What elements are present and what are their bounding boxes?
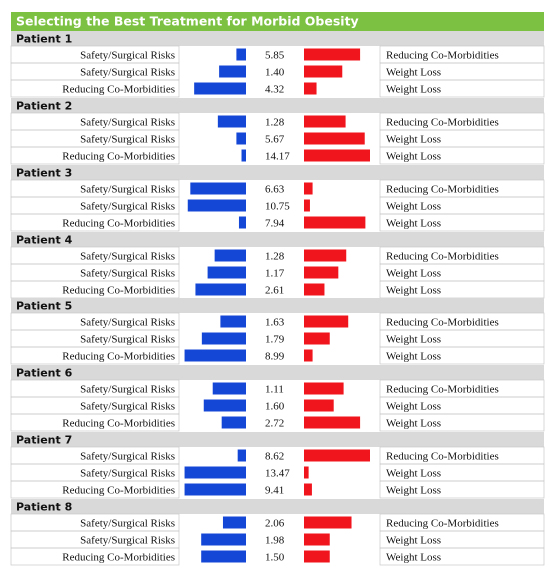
right-criterion-label: Weight Loss [386, 484, 442, 497]
patient-header [11, 232, 544, 247]
patient-label: Patient 4 [16, 233, 73, 247]
right-criterion-label: Weight Loss [386, 133, 442, 146]
left-criterion-label: Safety/Surgical Risks [80, 66, 175, 79]
right-criterion-label: Weight Loss [386, 333, 442, 346]
left-bar [236, 133, 246, 145]
left-bar [194, 83, 246, 95]
right-bar [304, 350, 313, 362]
left-bar [239, 217, 246, 229]
right-bar [304, 534, 330, 546]
ratio-value: 1.79 [265, 333, 285, 346]
left-criterion-label: Safety/Surgical Risks [80, 200, 175, 213]
patient-label: Patient 1 [16, 32, 73, 46]
ratio-value: 5.67 [265, 133, 285, 146]
right-criterion-label: Reducing Co-Morbidities [386, 183, 499, 196]
left-criterion-label: Reducing Co-Morbidities [62, 284, 175, 297]
left-criterion-label: Safety/Surgical Risks [80, 116, 175, 129]
left-bar [188, 200, 246, 212]
right-bar [304, 450, 370, 462]
right-bar [304, 200, 310, 212]
left-criterion-label: Reducing Co-Morbidities [62, 83, 175, 96]
right-bar [304, 316, 348, 328]
patient-label: Patient 7 [16, 433, 73, 447]
right-criterion-label: Reducing Co-Morbidities [386, 316, 499, 329]
left-bar [242, 150, 246, 162]
left-bar [185, 350, 246, 362]
right-bar [304, 484, 312, 496]
left-bar [201, 534, 246, 546]
patient-header [11, 98, 544, 113]
left-bar [208, 267, 246, 279]
right-criterion-label: Reducing Co-Morbidities [386, 250, 499, 263]
right-bar [304, 333, 330, 345]
chart-body [11, 31, 544, 565]
right-bar [304, 417, 360, 429]
right-criterion-label: Weight Loss [386, 267, 442, 280]
chart-title: Selecting the Best Treatment for Morbid Obesity [16, 13, 359, 29]
left-criterion-label: Reducing Co-Morbidities [62, 217, 175, 230]
left-criterion-label: Safety/Surgical Risks [80, 467, 175, 480]
right-criterion-label: Weight Loss [386, 284, 442, 297]
right-bar [304, 49, 360, 61]
right-criterion-label: Weight Loss [386, 467, 442, 480]
ratio-value: 1.17 [265, 267, 285, 280]
ratio-value: 7.94 [265, 217, 285, 230]
ratio-value: 1.28 [265, 116, 285, 129]
left-bar [236, 49, 246, 61]
right-bar [304, 467, 309, 479]
right-criterion-label: Weight Loss [386, 534, 442, 547]
left-bar [238, 450, 246, 462]
left-bar [218, 116, 246, 128]
right-bar [304, 400, 334, 412]
right-bar [304, 83, 317, 95]
ratio-value: 1.50 [265, 551, 285, 564]
right-criterion-label: Reducing Co-Morbidities [386, 383, 499, 396]
left-criterion-label: Reducing Co-Morbidities [62, 417, 175, 430]
left-bar [215, 250, 246, 262]
patient-header [11, 31, 544, 46]
left-criterion-label: Safety/Surgical Risks [80, 400, 175, 413]
left-bar [190, 183, 246, 195]
right-bar [304, 383, 344, 395]
left-criterion-label: Reducing Co-Morbidities [62, 551, 175, 564]
right-criterion-label: Weight Loss [386, 150, 442, 163]
patient-header [11, 499, 544, 514]
patient-header [11, 365, 544, 380]
ratio-value: 2.61 [265, 284, 285, 297]
patient-header [11, 298, 544, 313]
right-criterion-label: Weight Loss [386, 400, 442, 413]
ratio-value: 14.17 [265, 150, 290, 163]
patient-header [11, 432, 544, 447]
right-bar [304, 217, 365, 229]
right-bar [304, 284, 324, 296]
left-bar [222, 417, 246, 429]
left-bar [213, 383, 246, 395]
left-criterion-label: Safety/Surgical Risks [80, 383, 175, 396]
ratio-value: 8.99 [265, 350, 285, 363]
left-criterion-label: Safety/Surgical Risks [80, 267, 175, 280]
ratio-value: 1.63 [265, 316, 285, 329]
patient-label: Patient 3 [16, 166, 73, 180]
left-criterion-label: Safety/Surgical Risks [80, 183, 175, 196]
right-criterion-label: Weight Loss [386, 217, 442, 230]
right-criterion-label: Reducing Co-Morbidities [386, 116, 499, 129]
right-bar [304, 150, 370, 162]
right-bar [304, 267, 338, 279]
left-bar [185, 484, 246, 496]
ratio-value: 2.06 [265, 517, 285, 530]
left-bar [223, 517, 246, 529]
right-bar [304, 517, 352, 529]
ratio-value: 2.72 [265, 417, 285, 430]
patient-label: Patient 5 [16, 299, 73, 313]
left-criterion-label: Safety/Surgical Risks [80, 133, 175, 146]
right-criterion-label: Reducing Co-Morbidities [386, 450, 499, 463]
ratio-value: 13.47 [265, 467, 290, 480]
right-criterion-label: Reducing Co-Morbidities [386, 49, 499, 62]
patient-label: Patient 2 [16, 99, 73, 113]
ratio-value: 9.41 [265, 484, 285, 497]
left-criterion-label: Safety/Surgical Risks [80, 534, 175, 547]
left-bar [201, 551, 246, 563]
right-criterion-label: Weight Loss [386, 417, 442, 430]
left-bar [219, 66, 246, 78]
right-bar [304, 183, 313, 195]
left-criterion-label: Safety/Surgical Risks [80, 333, 175, 346]
left-bar [204, 400, 246, 412]
right-bar [304, 551, 330, 563]
ratio-value: 10.75 [265, 200, 290, 213]
left-criterion-label: Safety/Surgical Risks [80, 250, 175, 263]
left-criterion-label: Safety/Surgical Risks [80, 450, 175, 463]
ratio-value: 4.32 [265, 83, 285, 96]
right-criterion-label: Reducing Co-Morbidities [386, 517, 499, 530]
left-bar [220, 316, 246, 328]
right-bar [304, 116, 346, 128]
right-criterion-label: Weight Loss [386, 350, 442, 363]
right-bar [304, 66, 342, 78]
right-bar [304, 250, 346, 262]
left-criterion-label: Reducing Co-Morbidities [62, 484, 175, 497]
left-bar [195, 284, 246, 296]
ratio-value: 6.63 [265, 183, 285, 196]
ratio-value: 1.11 [265, 383, 284, 396]
ratio-value: 1.98 [265, 534, 285, 547]
ratio-value: 1.40 [265, 66, 285, 79]
right-criterion-label: Weight Loss [386, 66, 442, 79]
left-bar [202, 333, 246, 345]
ratio-value: 1.60 [265, 400, 285, 413]
right-criterion-label: Weight Loss [386, 200, 442, 213]
right-criterion-label: Weight Loss [386, 83, 442, 96]
left-criterion-label: Reducing Co-Morbidities [62, 350, 175, 363]
ratio-value: 1.28 [265, 250, 285, 263]
ratio-value: 5.85 [265, 49, 285, 62]
right-criterion-label: Weight Loss [386, 551, 442, 564]
patient-label: Patient 6 [16, 366, 73, 380]
left-criterion-label: Safety/Surgical Risks [80, 316, 175, 329]
left-bar [185, 467, 246, 479]
left-criterion-label: Safety/Surgical Risks [80, 517, 175, 530]
ratio-value: 8.62 [265, 450, 285, 463]
patient-label: Patient 8 [16, 500, 73, 514]
left-criterion-label: Reducing Co-Morbidities [62, 150, 175, 163]
left-criterion-label: Safety/Surgical Risks [80, 49, 175, 62]
right-bar [304, 133, 365, 145]
patient-header [11, 165, 544, 180]
